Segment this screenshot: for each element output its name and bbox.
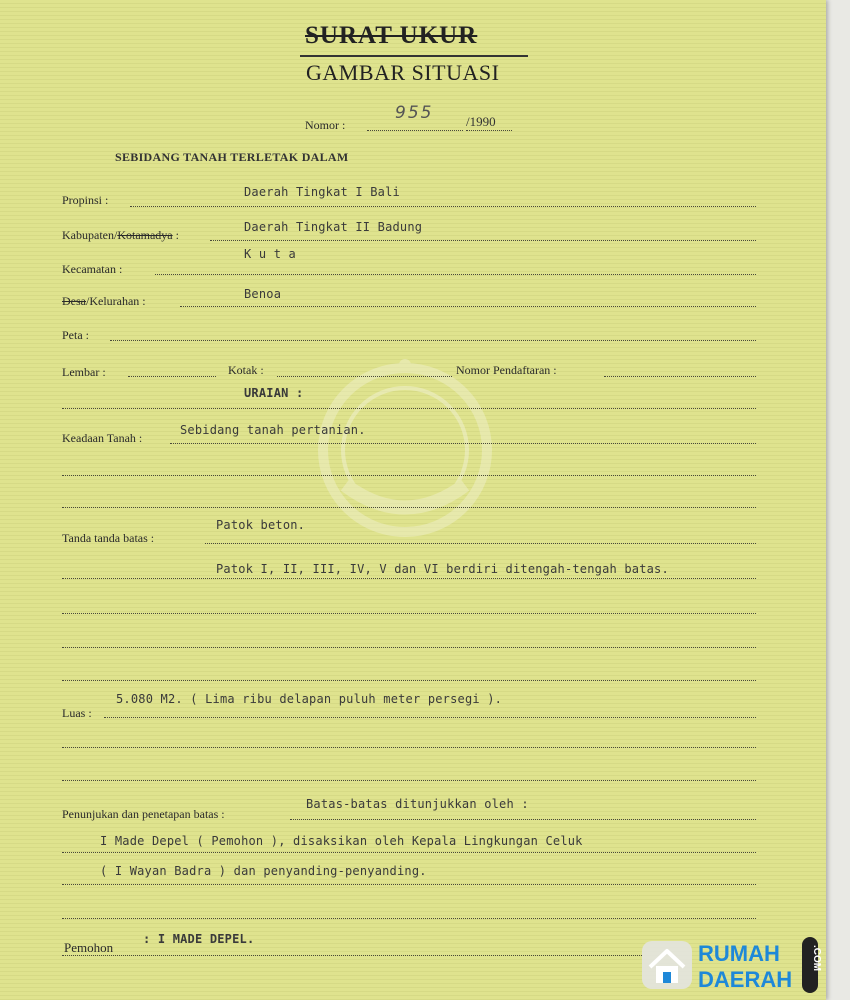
- propinsi-line: [130, 206, 756, 207]
- tanda-batas-label: Tanda tanda batas :: [62, 531, 155, 545]
- title-underline: [300, 55, 528, 57]
- blank-line: [62, 747, 756, 748]
- keadaan-tanah-value: Sebidang tanah pertanian.: [180, 423, 366, 437]
- kecamatan-value: K u t a: [244, 247, 296, 261]
- kabupaten-line: [210, 240, 756, 241]
- kabupaten-label: Kabupaten/Kotamadya :: [62, 228, 179, 242]
- peta-line: [110, 340, 756, 341]
- rumahdaerah-logo: [640, 935, 820, 995]
- propinsi-value: Daerah Tingkat I Bali: [244, 185, 400, 199]
- blank-line: [62, 884, 756, 885]
- luas-label: Luas :: [62, 706, 92, 720]
- kelurahan-line: [180, 306, 756, 307]
- uraian-line: [62, 408, 756, 409]
- blank-line: [62, 780, 756, 781]
- nomor-dotted-line: [367, 130, 463, 131]
- pemohon-label: Pemohon: [64, 940, 114, 955]
- keadaan-tanah-label: Keadaan Tanah :: [62, 431, 143, 445]
- kabupaten-value: Daerah Tingkat II Badung: [244, 220, 423, 234]
- logo-line2: DAERAH: [698, 967, 793, 992]
- lembar-line: [128, 376, 216, 377]
- logo-line1: RUMAH: [698, 941, 780, 966]
- pemohon-value: : I MADE DEPEL.: [143, 932, 255, 946]
- nomor-pendaftaran-line: [604, 376, 756, 377]
- blank-line: [62, 578, 756, 579]
- seal-watermark-icon: [305, 355, 505, 535]
- blank-line: [62, 507, 756, 508]
- penunjukan-value-3: ( I Wayan Badra ) dan penyanding-penyanding.: [100, 864, 427, 878]
- blank-line: [62, 647, 756, 648]
- nomor-pendaftaran-label: Nomor Pendaftaran :: [456, 363, 557, 377]
- penunjukan-value-2: I Made Depel ( Pemohon ), disaksikan oleh Kepala Lingkungan Celuk: [100, 834, 583, 848]
- document-subtitle: GAMBAR SITUASI: [306, 60, 500, 85]
- kotak-line: [277, 376, 452, 377]
- kecamatan-label: Kecamatan :: [62, 262, 123, 276]
- tanda-batas-line: [205, 543, 756, 544]
- kelurahan-value: Benoa: [244, 287, 282, 301]
- year-dotted-line: [466, 130, 512, 131]
- luas-value: 5.080 M2. ( Lima ribu delapan puluh meter persegi ).: [116, 692, 503, 706]
- pemohon-line: [62, 955, 642, 956]
- penunjukan-line: [290, 819, 756, 820]
- section-heading: SEBIDANG TANAH TERLETAK DALAM: [115, 150, 349, 164]
- propinsi-label: Propinsi :: [62, 193, 109, 207]
- blank-line: [62, 918, 756, 919]
- blank-line: [62, 613, 756, 614]
- blank-line: [62, 475, 756, 476]
- nomor-year: /1990: [466, 114, 496, 129]
- tanda-batas-value-1: Patok beton.: [216, 518, 306, 532]
- blank-line: [62, 852, 756, 853]
- lembar-label: Lembar :: [62, 365, 106, 379]
- house-icon: [642, 941, 692, 989]
- kotak-label: Kotak :: [228, 363, 264, 377]
- document-title: SURAT UKUR: [305, 22, 478, 49]
- penunjukan-label: Penunjukan dan penetapan batas :: [62, 807, 225, 821]
- kecamatan-line: [155, 274, 756, 275]
- keadaan-tanah-line: [170, 443, 756, 444]
- kelurahan-label: Desa/Kelurahan :: [62, 294, 146, 308]
- nomor-value: 955: [395, 103, 434, 123]
- luas-line: [104, 717, 756, 718]
- logo-domain: .COM: [811, 945, 822, 972]
- uraian-heading: URAIAN :: [244, 386, 304, 400]
- blank-line: [62, 680, 756, 681]
- penunjukan-value-1: Batas-batas ditunjukkan oleh :: [306, 797, 529, 811]
- nomor-label: Nomor :: [305, 118, 346, 132]
- tanda-batas-value-2: Patok I, II, III, IV, V dan VI berdiri ditengah-tengah batas.: [216, 562, 669, 576]
- peta-label: Peta :: [62, 328, 89, 342]
